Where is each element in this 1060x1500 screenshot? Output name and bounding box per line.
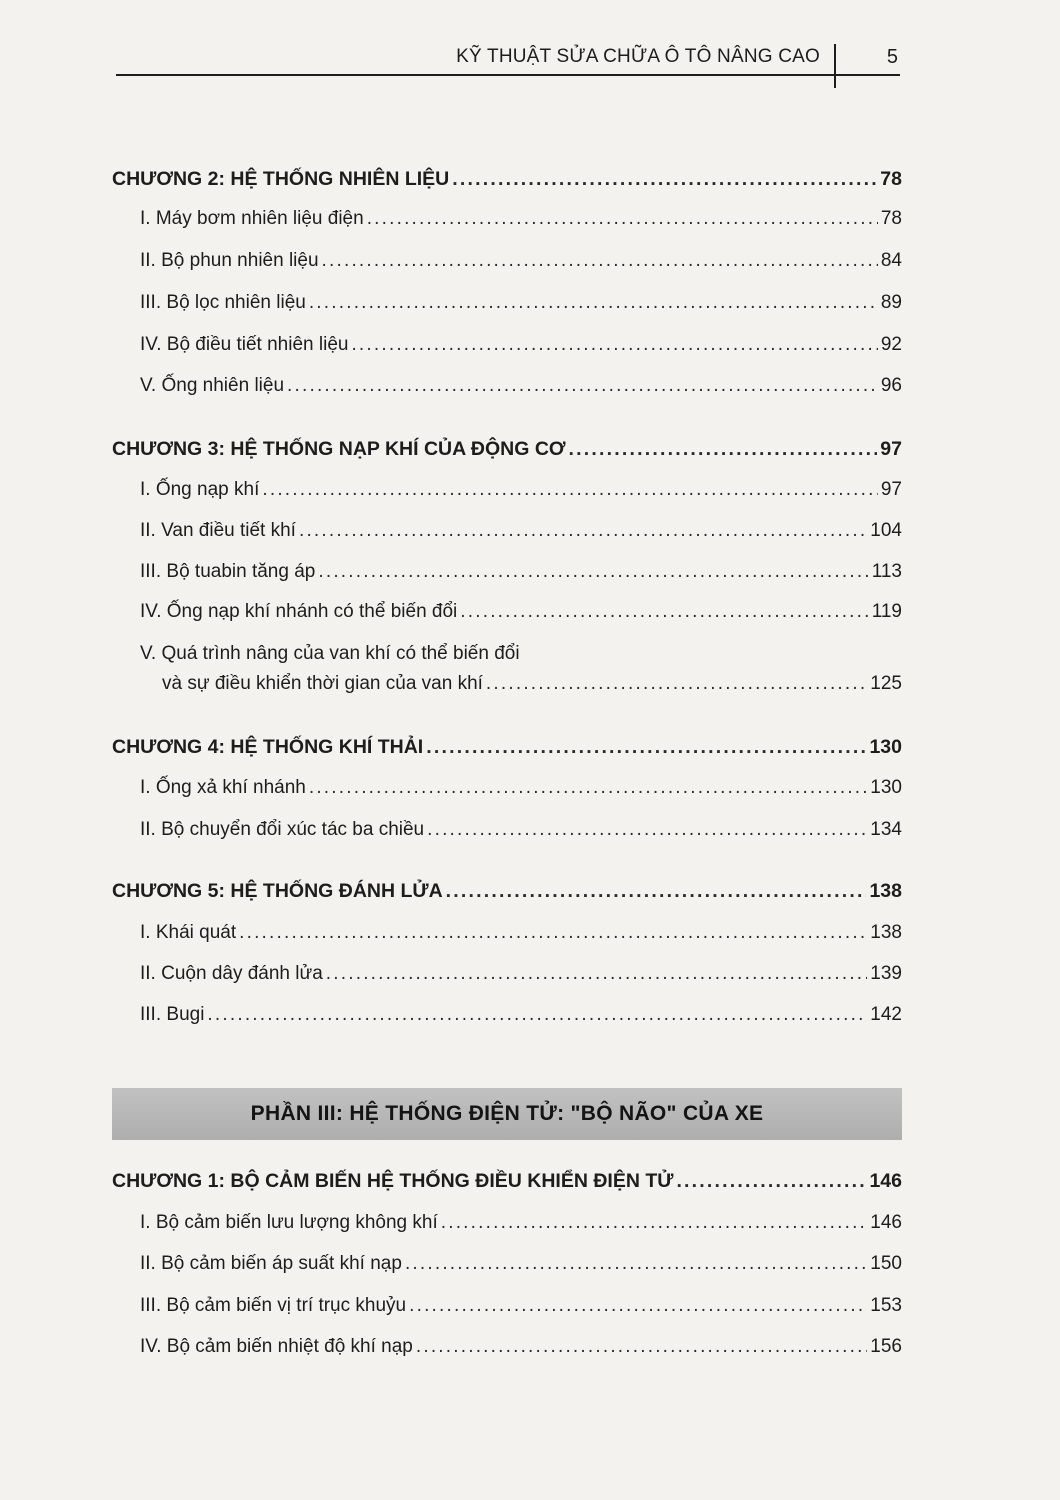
toc-entry[interactable] [140, 292, 902, 322]
toc-leader [299, 520, 867, 542]
toc-entry[interactable] [140, 250, 902, 280]
toc-entry[interactable] [140, 520, 902, 550]
toc-leader [351, 334, 877, 356]
toc-leader [452, 168, 877, 191]
toc-entry-title: IV. Ống nạp khí nhánh có thể biến đổi [140, 601, 458, 622]
toc-leader [326, 963, 868, 985]
toc-leader [367, 208, 878, 230]
toc-leader [416, 1336, 867, 1358]
toc-entry[interactable] [140, 1212, 902, 1242]
toc-entry-page: 150 [870, 1253, 902, 1274]
toc-entry-page: 78 [880, 208, 902, 229]
toc-leader [460, 601, 868, 623]
toc-entry-page: 156 [870, 1336, 902, 1357]
toc-entry-title: I. Máy bơm nhiên liệu điện [140, 208, 364, 229]
toc-entry[interactable] [140, 963, 902, 993]
toc-entry-page: 84 [880, 250, 902, 271]
header-divider [834, 44, 836, 88]
toc-entry-title: I. Bộ cảm biến lưu lượng không khí [140, 1212, 438, 1233]
toc-leader [486, 673, 867, 695]
toc-entry-page: 119 [871, 601, 902, 622]
toc-entry-title: II. Bộ phun nhiên liệu [140, 250, 319, 271]
toc-entry-title: CHƯƠNG 4: HỆ THỐNG KHÍ THẢI [112, 736, 424, 758]
toc-entry[interactable] [140, 479, 902, 509]
running-header [112, 44, 900, 84]
toc-chapter-3[interactable] [112, 438, 902, 468]
toc-entry-page: 130 [870, 777, 902, 798]
toc-leader [309, 292, 878, 314]
book-title: KỸ THUẬT SỬA CHỮA Ô TÔ NÂNG CAO [456, 46, 820, 67]
toc-leader [262, 479, 878, 501]
toc-entry-page: 138 [869, 880, 902, 902]
toc-entry[interactable] [140, 922, 902, 952]
toc-entry-page: 138 [870, 922, 902, 943]
toc-leader [207, 1004, 867, 1026]
toc-entry[interactable] [140, 777, 902, 807]
toc-entry-page: 153 [870, 1295, 902, 1316]
toc-leader [239, 922, 867, 944]
toc-chapter-4[interactable] [112, 736, 902, 766]
toc-entry-title: II. Van điều tiết khí [140, 520, 296, 541]
toc-entry[interactable] [140, 375, 902, 405]
toc-entry-page: 97 [880, 479, 902, 500]
toc-chapter-2[interactable] [112, 168, 902, 198]
toc-entry-page: 142 [870, 1004, 902, 1025]
toc-entry-title: III. Bộ lọc nhiên liệu [140, 292, 306, 313]
toc-chapter-5[interactable] [112, 880, 902, 910]
toc-entry-page: 130 [869, 736, 902, 758]
toc-entry-page: 104 [870, 520, 902, 541]
toc-entry-title: I. Ống xả khí nhánh [140, 777, 306, 798]
toc-entry-title-line1[interactable]: V. Quá trình nâng của van khí có thể biến đổi [140, 643, 520, 664]
toc-leader [309, 777, 867, 799]
toc-entry[interactable] [140, 1295, 902, 1325]
page-number: 5 [886, 46, 898, 68]
toc-entry[interactable] [140, 334, 902, 364]
toc-entry-title: IV. Bộ cảm biến nhiệt độ khí nạp [140, 1336, 413, 1357]
toc-entry-title: V. Ống nhiên liệu [140, 375, 285, 396]
toc-entry-page: 113 [871, 561, 902, 582]
toc-entry-page: 78 [880, 168, 902, 190]
toc-entry-title: CHƯƠNG 1: BỘ CẢM BIẾN HỆ THỐNG ĐIỀU KHIỂN ĐIỆN TỬ [112, 1170, 674, 1192]
toc-entry-title: I. Ống nạp khí [140, 479, 260, 500]
toc-entry-title: IV. Bộ điều tiết nhiên liệu [140, 334, 349, 355]
toc-entry-page: 92 [880, 334, 902, 355]
toc-leader [287, 375, 878, 397]
toc-entry[interactable] [140, 561, 902, 591]
toc-leader [427, 819, 867, 841]
header-rule [116, 74, 900, 76]
toc-entry-page: 97 [880, 438, 902, 460]
toc-entry-title: CHƯƠNG 3: HỆ THỐNG NẠP KHÍ CỦA ĐỘNG CƠ [112, 438, 566, 460]
toc-entry[interactable] [140, 819, 902, 849]
toc-entry[interactable] [140, 601, 902, 631]
part-banner-title: PHẦN III: HỆ THỐNG ĐIỆN TỬ: "BỘ NÃO" CỦA XE [250, 1102, 764, 1125]
toc-entry[interactable] [162, 673, 902, 703]
toc-leader [446, 880, 867, 903]
toc-entry[interactable] [140, 208, 902, 238]
toc-entry-title: I. Khái quát [140, 922, 237, 943]
toc-entry-title: II. Cuộn dây đánh lửa [140, 963, 323, 984]
toc-leader [318, 561, 868, 583]
toc-leader [569, 438, 878, 461]
toc-entry-title: II. Bộ cảm biến áp suất khí nạp [140, 1253, 402, 1274]
toc-leader [409, 1295, 867, 1317]
toc-entry-title: CHƯƠNG 2: HỆ THỐNG NHIÊN LIỆU [112, 168, 450, 190]
part-banner [112, 1088, 902, 1140]
toc-chapter-1[interactable] [112, 1170, 902, 1200]
toc-entry-page: 146 [870, 1212, 902, 1233]
toc-leader [426, 736, 866, 759]
toc-entry-title: III. Bộ cảm biến vị trí trục khuỷu [140, 1295, 407, 1316]
toc-entry[interactable] [140, 1253, 902, 1283]
toc-entry-page: 146 [869, 1170, 902, 1192]
toc-entry-title: II. Bộ chuyển đổi xúc tác ba chiều [140, 819, 425, 840]
toc-leader [676, 1170, 866, 1193]
toc-leader [322, 250, 878, 272]
toc-leader [405, 1253, 867, 1275]
toc-entry[interactable] [140, 1336, 902, 1366]
toc-entry-page: 125 [870, 673, 902, 694]
toc-entry[interactable] [140, 1004, 902, 1034]
toc-entry-page: 139 [870, 963, 902, 984]
toc-entry-page: 96 [880, 375, 902, 396]
toc-entry-title: III. Bộ tuabin tăng áp [140, 561, 316, 582]
toc-entry-page: 89 [880, 292, 902, 313]
toc-entry-title-line2: và sự điều khiển thời gian của van khí [162, 673, 483, 694]
toc-entry-page: 134 [870, 819, 902, 840]
toc-entry-title: CHƯƠNG 5: HỆ THỐNG ĐÁNH LỬA [112, 880, 443, 902]
toc-entry-title: III. Bugi [140, 1004, 205, 1025]
toc-leader [441, 1212, 868, 1234]
